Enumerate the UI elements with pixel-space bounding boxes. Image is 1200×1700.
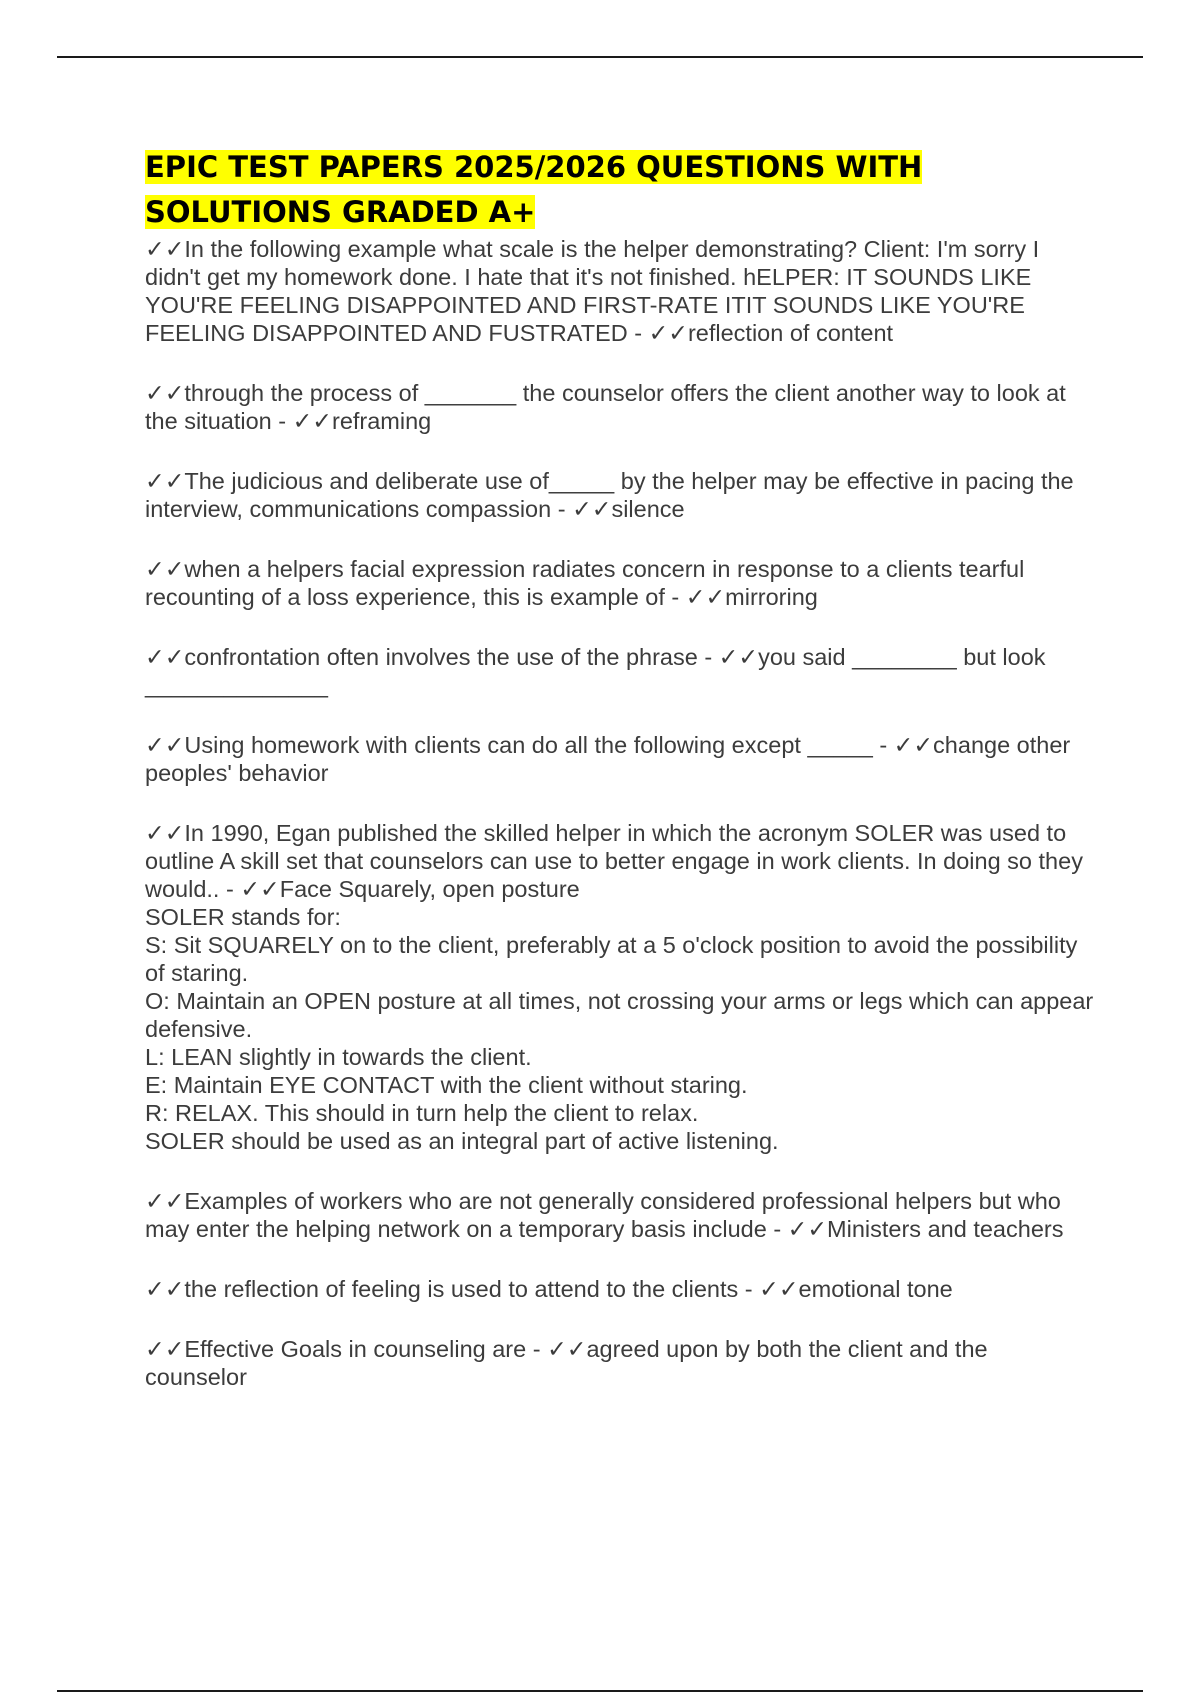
bottom-rule (57, 1690, 1143, 1692)
qa-item-7-question: ✓✓In 1990, Egan published the skilled helper in which the acronym SOLER was used to outline A skill set that counselors can use to better engage in work clients. In doing so they would.. - ✓✓Face Squarely, open posture (145, 820, 1083, 902)
soler-r: R: RELAX. This should in turn help the client to relax. (145, 1100, 699, 1126)
qa-item-2: ✓✓through the process of _______ the counselor offers the client another way to look at the situation - ✓✓reframing (145, 380, 1066, 434)
qa-item-6: ✓✓Using homework with clients can do all the following except _____ - ✓✓change other peoples' behavior (145, 732, 1071, 786)
document-title (145, 145, 1095, 235)
qa-item-10: ✓✓Effective Goals in counseling are - ✓✓agreed upon by both the client and the counselor (145, 1336, 988, 1390)
title-line-1: EPIC TEST PAPERS 2025/2026 QUESTIONS WITH (145, 150, 923, 184)
qa-item-3: ✓✓The judicious and deliberate use of_____ by the helper may be effective in pacing the interview, communications compassion - ✓✓silence (145, 468, 1074, 522)
qa-item-7 (145, 819, 1095, 1155)
qa-item-9: ✓✓the reflection of feeling is used to attend to the clients - ✓✓emotional tone (145, 1276, 953, 1302)
qa-item-8: ✓✓Examples of workers who are not generally considered professional helpers but who may enter the helping network on a temporary basis include - ✓✓Ministers and teachers (145, 1188, 1064, 1242)
soler-l: L: LEAN slightly in towards the client. (145, 1044, 532, 1070)
soler-o: O: Maintain an OPEN posture at all times, not crossing your arms or legs which can appear defensive. (145, 988, 1094, 1042)
qa-item-4: ✓✓when a helpers facial expression radiates concern in response to a clients tearful recounting of a loss experience, this is example of - ✓✓mirroring (145, 556, 1025, 610)
soler-s: S: Sit SQUARELY on to the client, preferably at a 5 o'clock position to avoid the possibility of staring. (145, 932, 1078, 986)
soler-summary: SOLER should be used as an integral part of active listening. (145, 1128, 779, 1154)
title-line-2: SOLUTIONS GRADED A+ (145, 195, 536, 229)
qa-item-5: ✓✓confrontation often involves the use of the phrase - ✓✓you said ________ but look ______________ (145, 644, 1046, 698)
soler-heading: SOLER stands for: (145, 904, 341, 930)
soler-e: E: Maintain EYE CONTACT with the client without staring. (145, 1072, 748, 1098)
top-rule (57, 56, 1143, 58)
qa-item-1: ✓✓In the following example what scale is the helper demonstrating? Client: I'm sorry I didn't get my homework done. I hate that it's not finished. hELPER: IT SOUNDS LIKE YOU'RE FEELING DISAPPOINTED AND FIRST-RATE ITIT SOUNDS LIKE YOU'RE FEELING DISAPPOINTED AND FUSTRATED - ✓✓reflection of content (145, 236, 1040, 346)
document-body (145, 145, 1095, 1423)
